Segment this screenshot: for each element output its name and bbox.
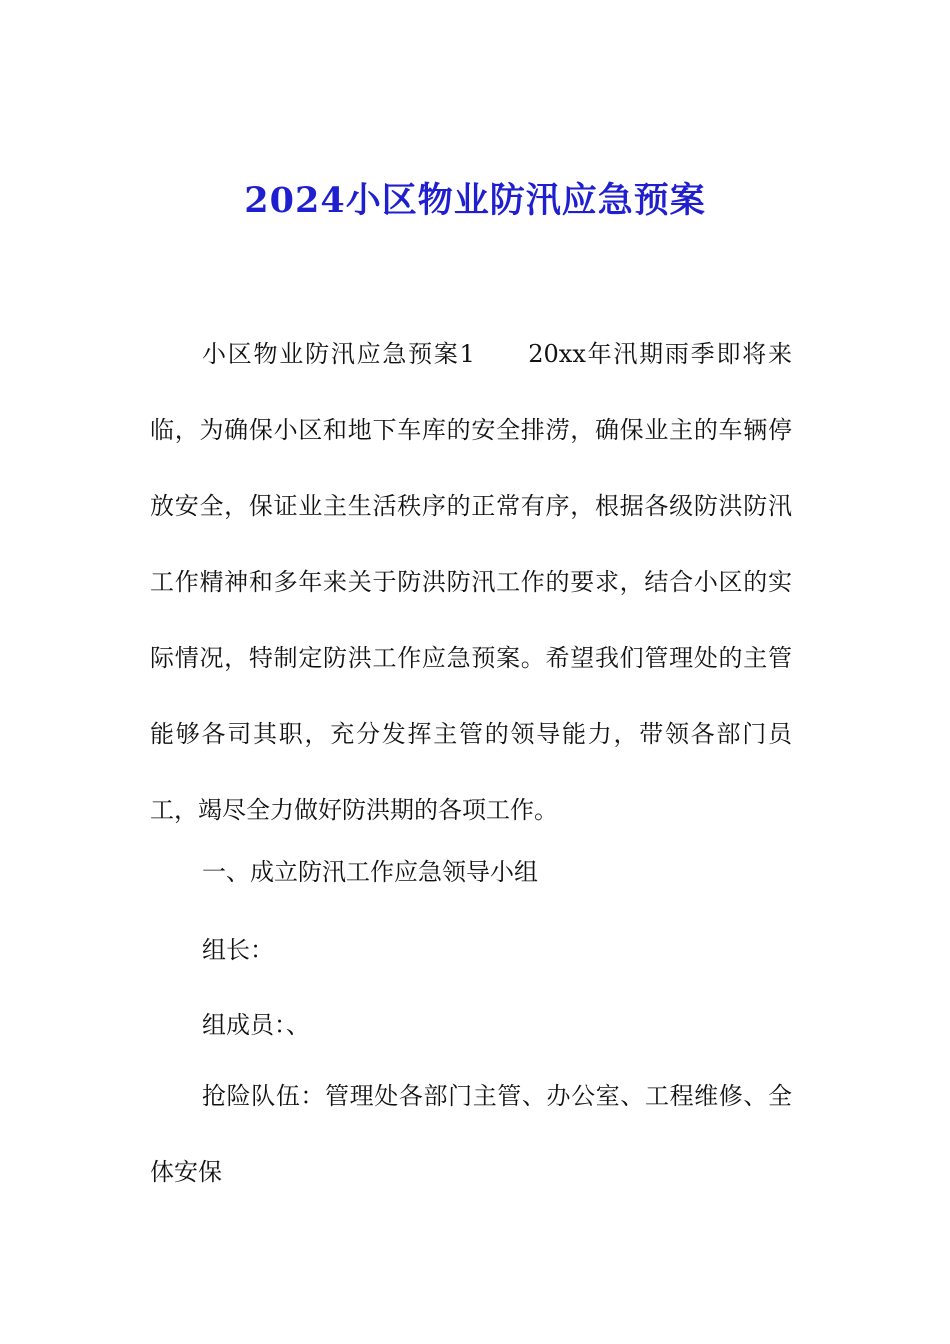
members-line: 组成员：、	[202, 1011, 310, 1039]
intro-paragraph: 小区物业防汛应急预案1 20xx年汛期雨季即将来临，为确保小区和地下车库的安全排涝，确保业主的车辆停放安全，保证业主生活秩序的正常有序，根据各级防洪防汛工作精神和多年来关于防洪防汛工作的要求，结合小区的实际情况，特制定防洪工作应急预案。希望我们管理处的主管能够各司其职，充分发挥主管的领导能力，带领各部门员工，竭尽全力做好防洪期的各项工作。	[150, 340, 792, 824]
rescue-team-paragraph: 抢险队伍：管理处各部门主管、办公室、工程维修、全体安保	[150, 1082, 792, 1186]
section-heading: 一、成立防汛工作应急领导小组	[202, 858, 538, 886]
leader-line: 组长：	[202, 936, 274, 964]
document-title: 2024小区物业防汛应急预案	[244, 180, 706, 221]
